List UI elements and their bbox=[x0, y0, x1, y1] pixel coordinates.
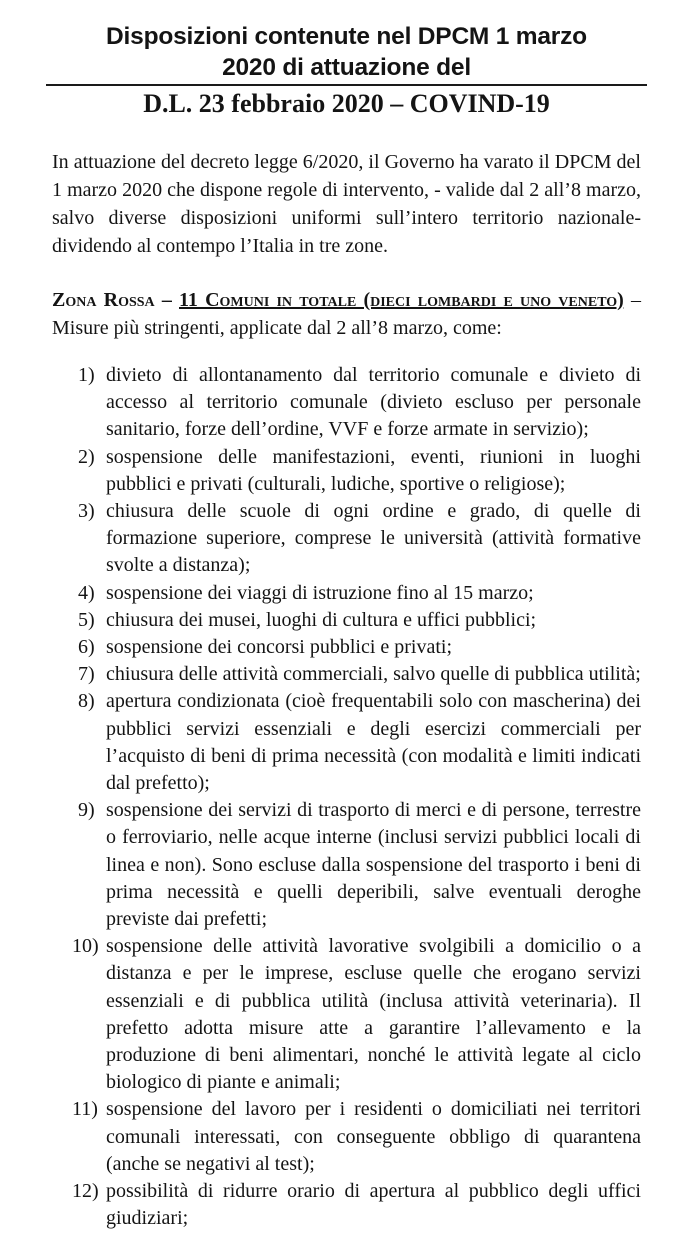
list-item-number: 4) bbox=[78, 581, 95, 604]
list-item-number: 10) bbox=[72, 935, 99, 958]
list-item-text: possibilità di ridurre orario di apertura al pubblico degli uffici giudiziari; bbox=[106, 1180, 641, 1230]
list-item-number: 2) bbox=[78, 445, 95, 468]
zone-dash: – bbox=[154, 289, 180, 311]
zone-paragraph bbox=[52, 286, 641, 342]
list-item bbox=[52, 933, 641, 1096]
list-item bbox=[52, 607, 641, 634]
list-item-number: 8) bbox=[78, 690, 95, 713]
list-item-text: chiusura delle scuole di ogni ordine e grado, di quelle di formazione superiore, comprese le università (attività formative svolte a distanza); bbox=[106, 500, 641, 577]
list-item-text: apertura condizionata (cioè frequentabili solo con mascherina) dei pubblici servizi essenziali e degli esercizi commerciali per l’acquisto di beni di prima necessità (con modalità e limiti indicati dal prefetto); bbox=[106, 690, 641, 795]
zone-name: Zona Rossa bbox=[52, 289, 155, 311]
list-item bbox=[52, 1096, 641, 1178]
list-item bbox=[52, 661, 641, 688]
list-item-number: 1) bbox=[78, 364, 95, 386]
list-item bbox=[52, 580, 641, 607]
zone-heading: 11 Comuni in totale (dieci lombardi e uno veneto) bbox=[179, 289, 624, 311]
list-item bbox=[52, 444, 641, 498]
list-item-number: 9) bbox=[78, 799, 95, 822]
list-item-number: 12) bbox=[72, 1180, 99, 1203]
list-item-number: 5) bbox=[78, 608, 95, 631]
list-item-text: sospensione dei servizi di trasporto di merci e di persone, terrestre o ferroviario, nelle acque interne (inclusi servizi pubblici locali di linea e non). Sono escluse dalla sospensione del trasporto i beni di prima necessità e quelli deperibili, salve eventuali deroghe previste dai prefetti; bbox=[106, 799, 641, 931]
list-item-text: chiusura dei musei, luoghi di cultura e uffici pubblici; bbox=[106, 608, 537, 631]
list-item bbox=[52, 498, 641, 580]
list-item bbox=[52, 688, 641, 797]
list-item bbox=[52, 797, 641, 933]
document-title bbox=[52, 0, 641, 122]
list-item-text: sospensione delle attività lavorative svolgibili a domicilio o a distanza e per le imprese, escluse quelle che erogano servizi essenziali e di pubblica utilità (inclusa attività veterinaria). Il prefetto adotta misure atte a garantire l’allevamento e la produzione di beni alimentari, nonché le attività legate al ciclo biologico di piante e animali; bbox=[106, 935, 641, 1094]
list-item-text: sospensione dei viaggi di istruzione fino al 15 marzo; bbox=[106, 581, 534, 604]
title-line-1: Disposizioni contenute nel DPCM 1 marzo bbox=[106, 23, 587, 50]
title-line-3: D.L. 23 febbraio 2020 – COVIND-19 bbox=[143, 89, 550, 118]
title-line-2: 2020 di attuazione del bbox=[222, 54, 471, 81]
list-item bbox=[52, 362, 641, 444]
list-item-text: sospensione del lavoro per i residenti o domiciliati nei territori comunali interessati, con conseguente obbligo di quarantena (anche se negativi al test); bbox=[106, 1098, 641, 1175]
measures-list bbox=[52, 362, 641, 1233]
list-item-number: 6) bbox=[78, 636, 95, 659]
list-item-number: 7) bbox=[78, 663, 95, 686]
list-item-text: sospensione dei concorsi pubblici e privati; bbox=[106, 636, 453, 659]
intro-paragraph: In attuazione del decreto legge 6/2020, il Governo ha varato il DPCM del 1 marzo 2020 che dispone regole di intervento, - valide dal 2 all’8 marzo, salvo diverse disposizioni uniformi sull’intero territorio nazionale- dividendo al contempo l’Italia in tre zone. bbox=[52, 151, 641, 257]
list-item-number: 3) bbox=[78, 500, 95, 523]
list-item-number: 11) bbox=[72, 1098, 98, 1121]
list-item-text: chiusura delle attività commerciali, salvo quelle di pubblica utilità; bbox=[106, 663, 641, 686]
list-item bbox=[52, 1178, 641, 1232]
zone-description: – Misure più stringenti, applicate dal 2 all’8 marzo, come: bbox=[52, 289, 642, 339]
list-item-text: divieto di allontanamento dal territorio comunale e divieto di accesso al territorio comunale (divieto escluso per personale sanitario, forze dell’ordine, VVF e forze armate in servizio); bbox=[106, 364, 641, 441]
list-item-text: sospensione delle manifestazioni, eventi, riunioni in luoghi pubblici e privati (culturali, ludiche, sportive o religiose); bbox=[106, 445, 641, 495]
list-item bbox=[52, 634, 641, 661]
